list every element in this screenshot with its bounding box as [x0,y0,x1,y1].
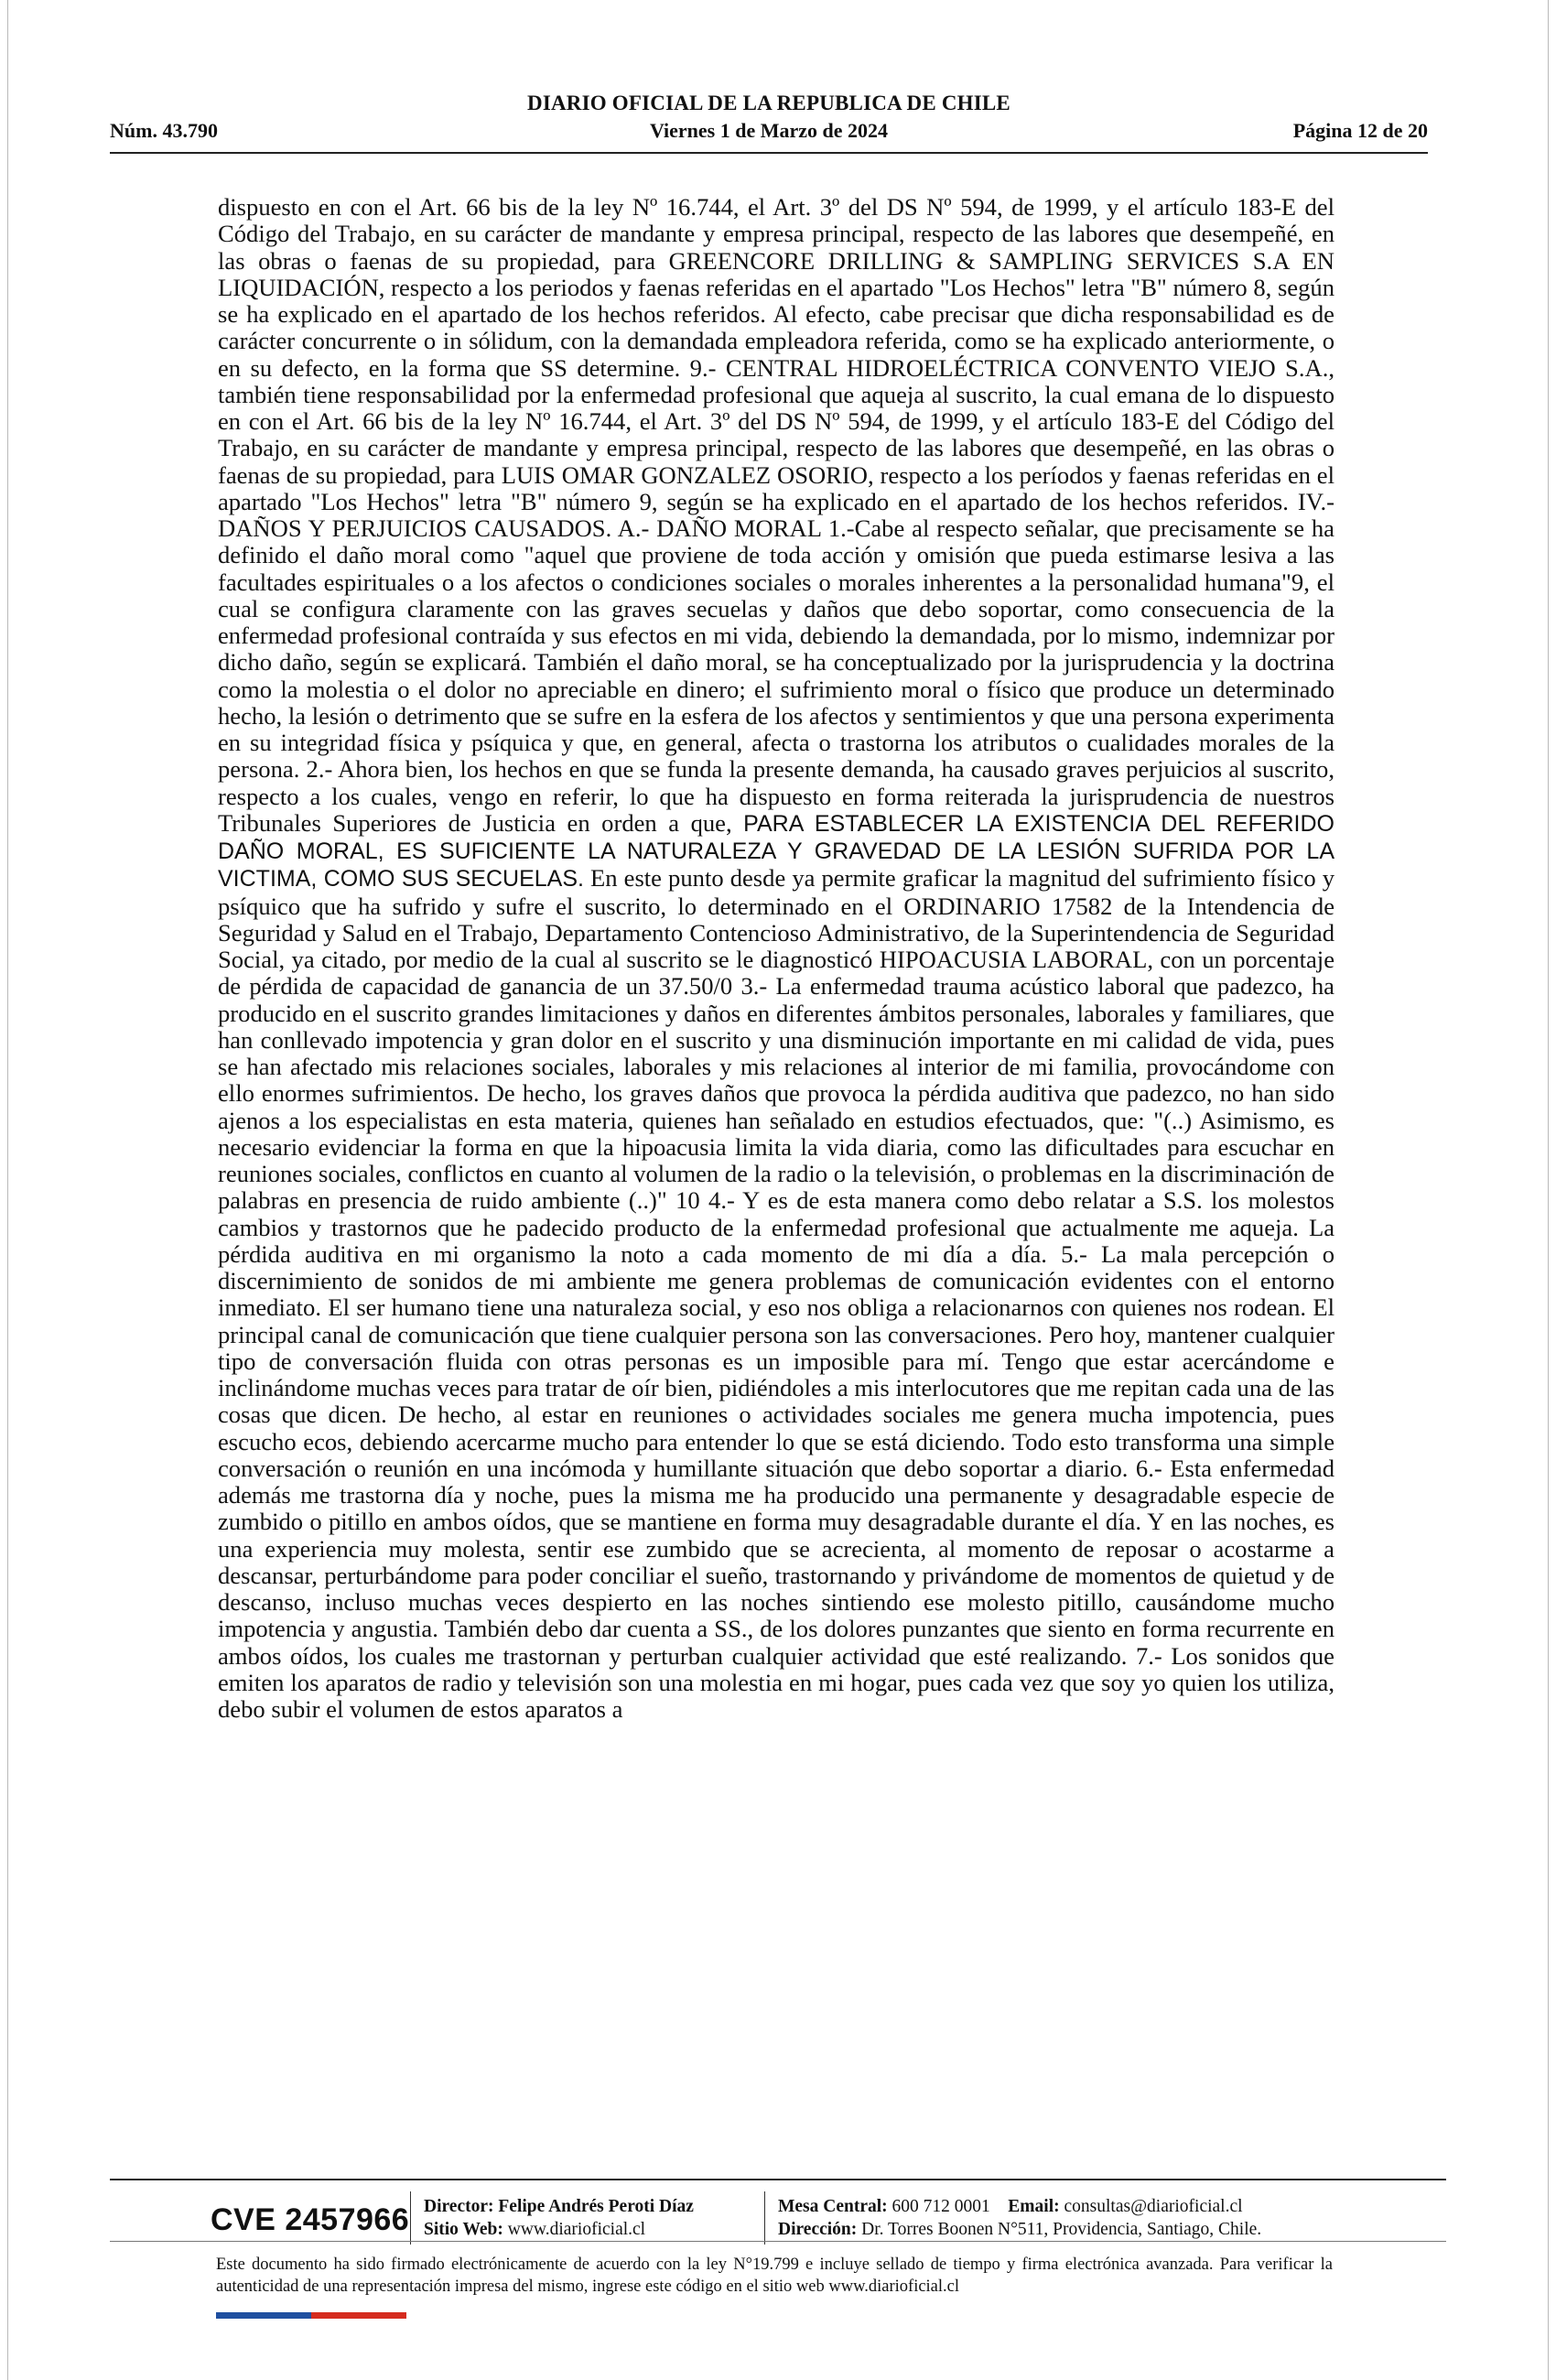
page-number: Página 12 de 20 [1292,119,1428,142]
footer-contact-column [778,2195,1261,2241]
publication-title: DIARIO OFICIAL DE LA REPUBLICA DE CHILE [527,92,1010,114]
cve-code: CVE 2457966 [211,2202,410,2237]
body-paragraph [218,194,1334,1723]
footer-divider [110,2179,1446,2180]
flag-red-segment [311,2312,406,2319]
footer-separator [410,2191,411,2245]
page-header [110,92,1428,152]
address-line [778,2218,1261,2241]
body-text-uppercase-segment: PARA ESTABLECER LA EXISTENCIA DEL REFERIDO DAÑO MORAL, ES SUFICIENTE LA NATURALEZA Y GRAVEDAD DE LA LESIÓN SUFRIDA POR LA VICTIMA, COMO SUS SECUELAS. [218,810,1334,892]
body-text-segment-1: dispuesto en con el Art. 66 bis de la ley Nº 16.744, el Art. 3º del DS Nº 594, de 1999, y el artículo 183-E del Código del Trabajo, en su carácter de mandante y empresa principal, respecto de las labores que desempeñé, en las obras o faenas de su propiedad, para GREENCORE DRILLING & SAMPLING SERVICES S.A EN LIQUIDACIÓN, respecto a los periodos y faenas referidas en el apartado "Los Hechos" letra "B" número 8, según se ha explicado en el apartado de los hechos referidos. Al efecto, cabe precisar que dicha responsabilidad es de carácter concurrente o in sólidum, con la demandada empleadora referida, como se ha explicado anteriormente, o en su defecto, en la forma que SS determine. 9.- CENTRAL HIDROELÉCTRICA CONVENTO VIEJO S.A., también tiene responsabilidad por la enfermedad profesional que aqueja al suscrito, la cual emana de lo dispuesto en con el Art. 66 bis de la ley Nº 16.744, el Art. 3º del DS Nº 594, de 1999, y el artículo 183-E del Código del Trabajo, en su carácter de mandante y empresa principal, respecto de las labores que desempeñé, en las obras o faenas de su propiedad, para LUIS OMAR GONZALEZ OSORIO, respecto a los períodos y faenas referidas en el apartado "Los Hechos" letra "B" número 9, según se ha explicado en el apartado de los hechos referidos. IV.- DAÑOS Y PERJUICIOS CAUSADOS. A.- DAÑO MORAL 1.-Cabe al respecto señalar, que precisamente se ha definido el daño moral como "aquel que proviene de toda acción y omisión que pueda estimarse lesiva a las facultades espirituales o a los afectos o condiciones sociales o morales inherentes a la personalidad humana"9, el cual se configura claramente con las graves secuelas y daños que debo soportar, como consecuencia de la enfermedad profesional contraída y sus efectos en mi vida, debiendo la demandada, por lo mismo, indemnizar por dicho daño, según se explicará. También el daño moral, se ha conceptualizado por la jurisprudencia y la doctrina como la molestia o el dolor no apreciable en dinero; el sufrimiento moral o físico que produce un determinado hecho, la lesión o detrimento que se sufre en la esfera de los afectos y sentimientos y que una persona experimenta en su integridad física y psíquica y que, en general, afecta o trastorna los atributos o cualidades morales de la persona. 2.- Ahora bien, los hechos en que se funda la presente demanda, ha causado graves perjuicios al suscrito, respecto a los cuales, vengo en referir, lo que ha dispuesto en forma reiterada la jurisprudencia de nuestros Tribunales Superiores de Justicia en orden a que, [218,193,1334,837]
page-edge-right [1548,0,1549,2380]
director-line [424,2195,694,2218]
website-link[interactable]: www.diarioficial.cl [507,2220,646,2239]
address-value: Dr. Torres Boonen N°511, Providencia, Santiago, Chile. [861,2220,1262,2239]
legal-notice: Este documento ha sido firmado electrónicamente de acuerdo con la ley N°19.799 e incluye sellado de tiempo y firma electrónica avanzada. Para verificar la autenticidad de una representación impresa del mismo, ingrese este código en el sitio web www.diarioficial.cl [216,2256,1333,2296]
header-divider [110,152,1428,154]
footer-thin-divider [110,2241,1446,2242]
email-link[interactable]: consultas@diarioficial.cl [1064,2197,1243,2216]
header-info-row [110,119,1428,146]
director-name: Felipe Andrés Peroti Díaz [498,2197,694,2216]
footer-director-column [424,2195,694,2241]
email-label: Email: [1008,2197,1060,2216]
body-text-segment-2: En este punto desde ya permite graficar la magnitud del sufrimiento físico y psíquico que ha sufrido y sufre el suscrito, lo determinado en el ORDINARIO 17582 de la Intendencia de Seguridad y Salud en el Trabajo, Departamento Contencioso Administrativo, de la Superintendencia de Seguridad Social, ya citado, por medio de la cual al suscrito se le diagnosticó HIPOACUSIA LABORAL, con un porcentaje de pérdida de capacidad de ganancia de un 37.50/0 3.- La enfermedad trauma acústico laboral que padezco, ha producido en el suscrito grandes limitaciones y daños en diferentes ámbitos personales, laborales y familiares, que han conllevado impotencia y gran dolor en el suscrito y una disminución importante en mi calidad de vida, pues se han afectado mis relaciones sociales, laborales y mis relaciones al interior de mi familia, provocándome con ello enormes sufrimientos. De hecho, los graves daños que provoca la pérdida auditiva que padezco, no han sido ajenos a los especialistas en esta materia, quienes han señalado en estudios efectuados, que: "(..) Asimismo, es necesario evidenciar la forma en que la hipoacusia limita la vida diaria, como las dificultades para escuchar en reuniones sociales, conflictos en cuanto al volumen de la radio o la televisión, o problemas en la discriminación de palabras en presencia de ruido ambiente (..)" 10 4.- Y es de esta manera como debo relatar a S.S. los molestos cambios y trastornos que he padecido producto de la enfermedad profesional que actualmente me aqueja. La pérdida auditiva en mi organismo la noto a cada momento de mi día a día. 5.- La mala percepción o discernimiento de sonidos de mi ambiente me genera problemas de comunicación evidentes con el entorno inmediato. El ser humano tiene una naturaleza social, y eso nos obliga a relacionarnos con quienes nos rodean. El principal canal de comunicación que tiene cualquier persona son las conversaciones. Pero hoy, mantener cualquier tipo de conversación fluida con otras personas es un imposible para mí. Tengo que estar acercándome e inclinándome muchas veces para tratar de oír bien, pidiéndoles a mis interlocutores que me repitan cada una de las cosas que dicen. De hecho, al estar en reuniones o actividades sociales me genera mucha impotencia, pues escucho ecos, debiendo acercarme mucho para entender lo que se está diciendo. Todo esto transforma una simple conversación o reunión en una incómoda y humillante situación que debo soportar a diario. 6.- Esta enfermedad además me trastorna día y noche, pues la misma me ha producido una permanente y desagradable especie de zumbido o pitillo en ambos oídos, que se mantiene en forma muy desagradable durante el día. Y en las noches, es una experiencia muy molesta, sentir ese zumbido que se acrecienta, al momento de reposar o acostarme a descansar, perturbándome para poder conciliar el sueño, trastornando y privándome de momentos de quietud y de descanso, incluso muchas veces despierto en las noches sintiendo ese molesto pitillo, causándome mucho impotencia y angustia. También debo dar cuenta a SS., de los dolores punzantes que siento en forma recurrente en ambos oídos, los cuales me trastornan y perturban cualquier actividad que esté realizando. 7.- Los sonidos que emiten los aparatos de radio y televisión son una molestia en mi hogar, pues cada vez que soy yo quien los utiliza, debo subir el volumen de estos aparatos a [218,864,1334,1723]
director-label: Director: [424,2197,494,2216]
issue-date: Viernes 1 de Marzo de 2024 [649,119,889,142]
issue-number: Núm. 43.790 [110,119,218,142]
page-footer [110,2186,1446,2259]
address-label: Dirección: [778,2220,858,2239]
footer-separator [764,2191,765,2245]
mesa-phone: 600 712 0001 [891,2197,990,2216]
website-label: Sitio Web: [424,2220,503,2239]
flag-blue-segment [216,2312,311,2319]
website-line [424,2218,694,2241]
contact-line [778,2195,1261,2218]
page-edge-left [7,0,8,2380]
flag-stripe [216,2312,406,2319]
mesa-label: Mesa Central: [778,2197,888,2216]
